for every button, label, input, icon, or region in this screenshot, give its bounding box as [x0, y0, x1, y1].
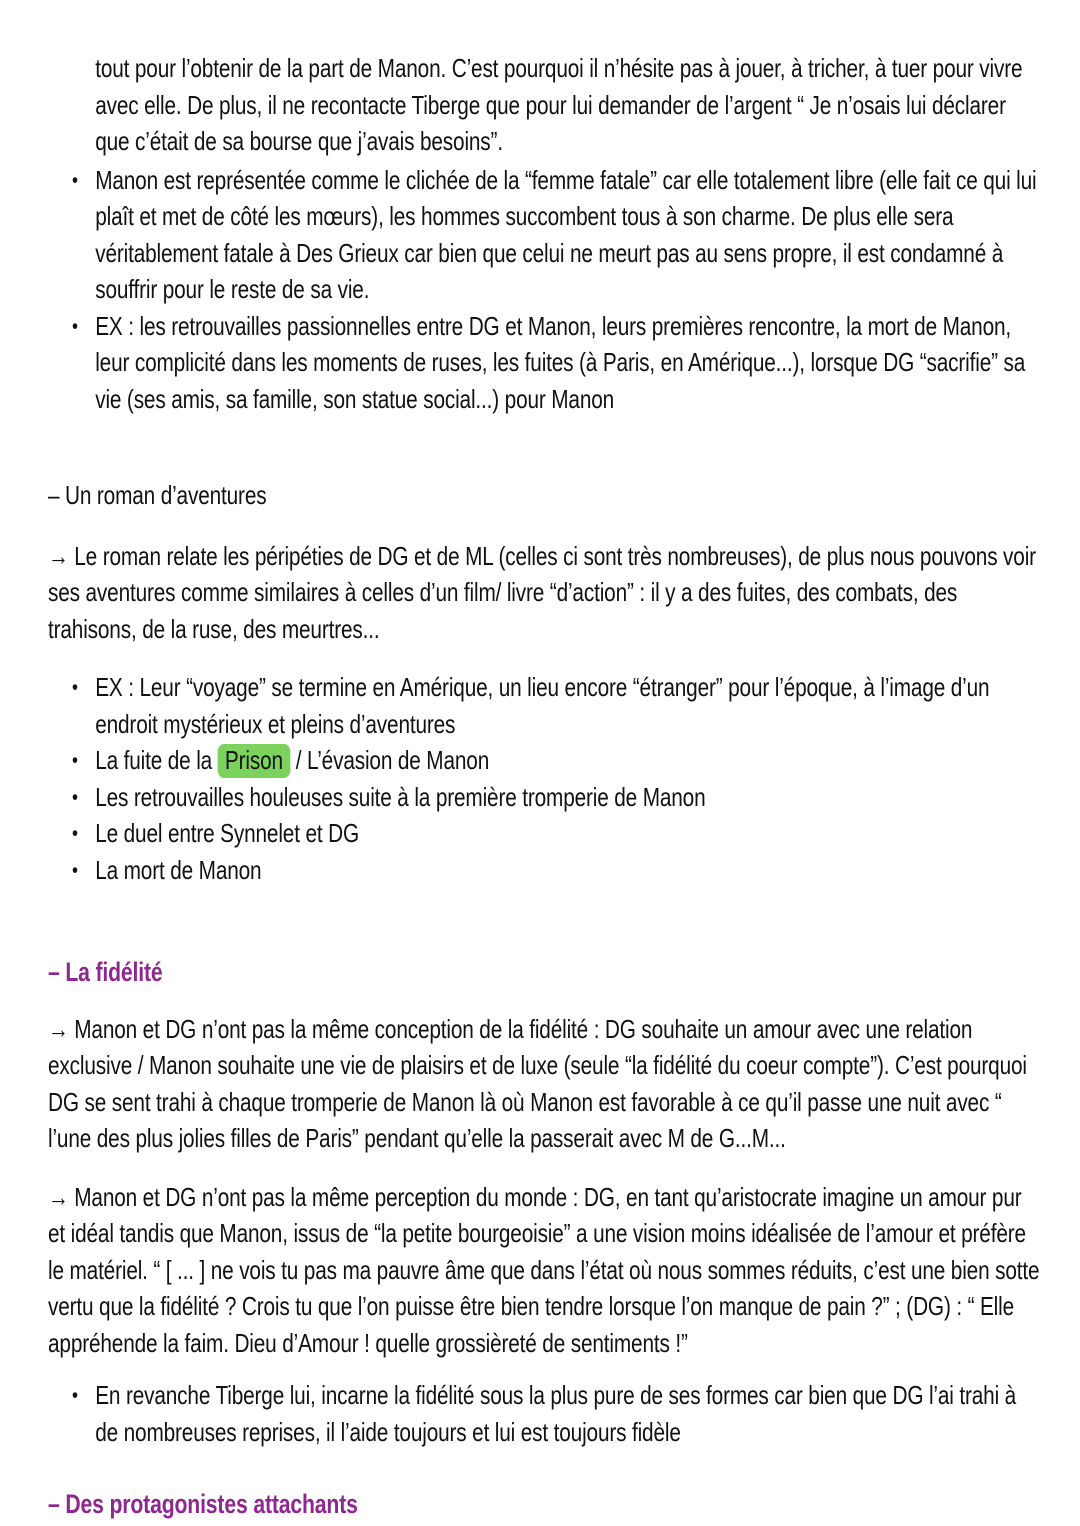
- bullet-item-duel: [48, 815, 1040, 852]
- bullet-item-ex-retrouvailles: [48, 308, 1040, 418]
- bullet-list-aventures: [48, 669, 1040, 888]
- bullet-item-retrouvailles-houleuses: [48, 779, 1040, 816]
- bullet-text: La mort de Manon: [95, 854, 262, 885]
- bullet-item-ex-voyage: [48, 669, 1040, 742]
- bullet-item-fuite-prison: [48, 742, 1040, 779]
- paragraph-continuation: tout pour l’obtenir de la part de Manon. C’est pourquoi il n’hésite pas à jouer, à tricher, à tuer pour vivre avec elle. De plus, il ne recontacte Tiberge que pour lui demander de l’argent “ Je n’osais lui déclarer que c’était de sa bourse que j’avais besoins”.: [95, 53, 1023, 156]
- bullet-list-fidelite: [48, 1377, 1040, 1450]
- bullet-list-femme-fatale: [48, 162, 1040, 418]
- bullet-text: Manon est représentée comme le clichée de la “femme fatale” car elle totalement libre (elle fait ce qui lui plaît et met de côté les mœurs), les hommes succombent tous à son charme. De plus elle sera véritablement fatale à Des Grieux car bien que celui ne meurt pas au sens propre, il est condamné à souffrir pour le reste de sa vie.: [95, 164, 1037, 304]
- paragraph-fidelite-perception: → Manon et DG n’ont pas la même perception du monde : DG, en tant qu’aristocrate imagine un amour pur et idéal tandis que Manon, issus de “la petite bourgeoisie” a une vision moins idéalisée de l’amour et préfère le matériel. “ [ ... ] ne vois tu pas ma pauvre âme que dans l’état où nous sommes réduits, c’est une bien sotte vertu que la fidélité ? Crois tu que l’on puisse être bien tendre lorsque l’on manque de pain ?” ; (DG) : “ Elle appréhende la faim. Dieu d’Amour ! quelle grossièreté de sentiments !”: [48, 1181, 1040, 1358]
- bullet-item-manon-femme-fatale: [48, 162, 1040, 308]
- bullet-item-mort-manon: [48, 852, 1040, 889]
- highlighted-word-prison: Prison: [218, 744, 290, 778]
- bullet-item-tiberge: [48, 1377, 1040, 1450]
- bullet-text-after: / L’évasion de Manon: [290, 745, 490, 775]
- bullet-text: Les retrouvailles houleuses suite à la première tromperie de Manon: [95, 781, 706, 812]
- section-heading-roman-aventures: – Un roman d’aventures: [48, 480, 267, 510]
- bullet-text-before: La fuite de la: [95, 745, 218, 775]
- bullet-text: En revanche Tiberge lui, incarne la fidélité sous la plus pure de ses formes car bien que DG l’ai trahi à de nombreuses reprises, il l’aide toujours et lui est toujours fidèle: [95, 1380, 1017, 1447]
- bullet-text: Le duel entre Synnelet et DG: [95, 818, 359, 848]
- paragraph-fidelite-conception: → Manon et DG n’ont pas la même conception de la fidélité : DG souhaite un amour avec une relation exclusive / Manon souhaite une vie de plaisirs et de luxe (seule “la fidélité du coeur compte”). C’est pourquoi DG se sent trahi à chaque tromperie de Manon là où Manon est favorable à ce qu’il passe une nuit avec “ l’une des plus jolies filles de Paris” pendant qu’elle la passerait avec M de G...M...: [48, 1013, 1027, 1153]
- paragraph-aventures: → Le roman relate les péripéties de DG et de ML (celles ci sont très nombreuses), de plus nous pouvons voir ses aventures comme similaires à celles d’un film/ livre “d’action” : il y a des fuites, des combats, des trahisons, de la ruse, des meurtres...: [48, 540, 1036, 644]
- section-heading-fidelite: – La fidélité: [48, 957, 163, 987]
- bullet-text: EX : les retrouvailles passionnelles entre DG et Manon, leurs premières rencontre, la mort de Manon, leur complicité dans les moments de ruses, les fuites (à Paris, en Amérique...), lorsque DG “sacrifie” sa vie (ses amis, sa famille, son statue social...) pour Manon: [95, 310, 1026, 414]
- section-heading-protagonistes: – Des protagonistes attachants: [48, 1489, 358, 1519]
- bullet-text: EX : Leur “voyage” se termine en Amérique, un lieu encore “étranger” pour l’époque, à l’image d’un endroit mystérieux et pleins d’aventures: [95, 672, 990, 739]
